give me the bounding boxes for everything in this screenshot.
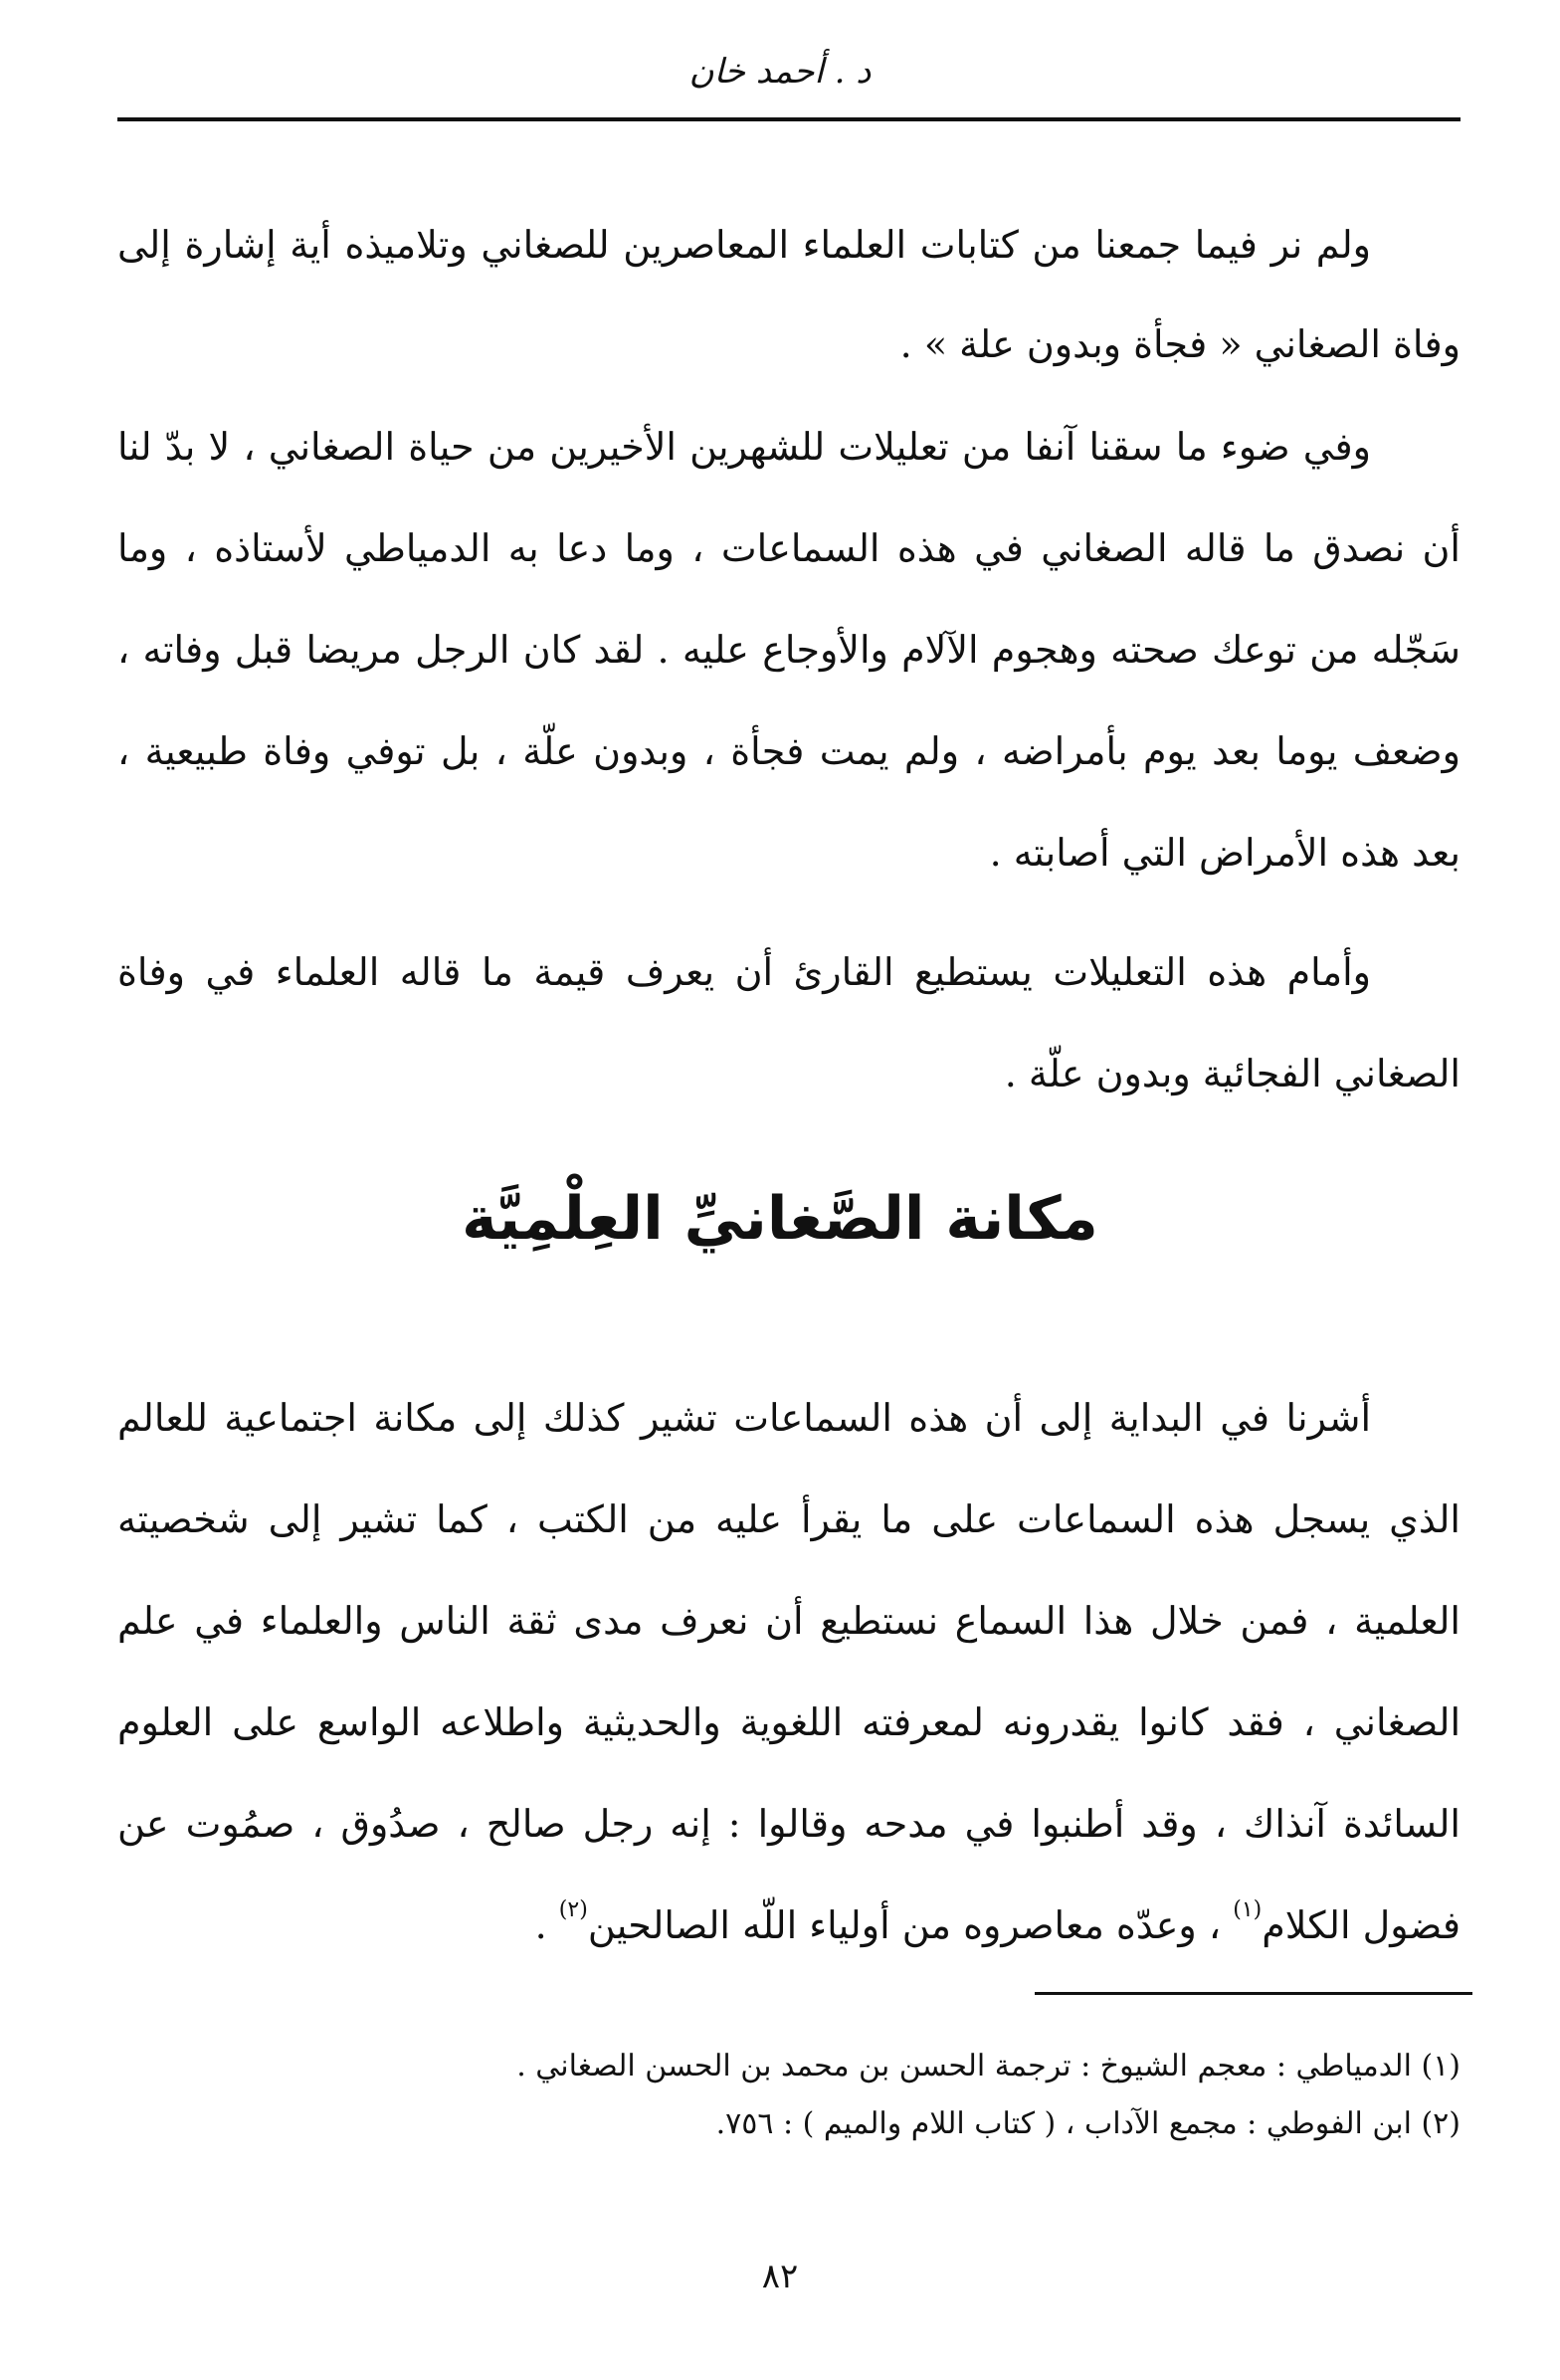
section-paragraph <box>117 1367 1461 1976</box>
paragraph-text: ولم نر فيما جمعنا من كتابات العلماء المعاصرين للصغاني وتلاميذه أية إشارة إلى وفاة الصغاني « فجأة وبدون علة » . <box>117 223 1461 366</box>
footnote-1: (١) الدمياطي : معجم الشيوخ : ترجمة الحسن بن محمد بن الحسن الصغاني . <box>516 2049 1461 2083</box>
footnote-2: (٢) ابن الفوطي : مجمع الآداب ، ( كتاب اللام والميم ) : ٧٥٦. <box>715 2106 1461 2141</box>
paragraph-1 <box>117 195 1461 394</box>
footnote-ref-1: (١) <box>1233 1897 1263 1922</box>
paragraph-2-block <box>117 396 1461 1124</box>
footnotes <box>117 2038 1461 2153</box>
section-text-end: . <box>534 1903 559 1947</box>
section-text-main: أشرنا في البداية إلى أن هذه السماعات تشير كذلك إلى مكانة اجتماعية للعالم الذي يسجل هذه السماعات على ما يقرأ عليه من الكتب ، كما تشير إلى شخصيته العلمية ، فمن خلال هذا السماع نستطيع أن نعرف مدى ثقة الناس والعلماء في علم الصغاني ، فقد كانوا يقدرونه لمعرفته اللغوية والحديثية واطلاعه الواسع على العلوم السائدة آنذاك ، وقد أطنبوا في مدحه وقالوا : إنه رجل صالح ، صدُوق ، صمُوت عن فضول الكلام <box>117 1396 1461 1947</box>
footnote-ref-2: (٢) <box>558 1897 588 1922</box>
paragraph-3: وأمام هذه التعليلات يستطيع القارئ أن يعرف قيمة ما قاله العلماء في وفاة الصغاني الفجائية وبدون علّة . <box>117 950 1461 1095</box>
running-head-author: د . أحمد خان <box>688 52 872 92</box>
header-divider <box>117 117 1461 121</box>
footnote-divider <box>1035 1992 1472 1995</box>
section-paragraph-text <box>117 1367 1461 1976</box>
paragraph-2: وفي ضوء ما سقنا آنفا من تعليلات للشهرين الأخيرين من حياة الصغاني ، لا بدّ لنا أن نصدق ما قاله الصغاني في هذه السماعات ، وما دعا به الدمياطي لأستاذه ، وما سَجّله من توعك صحته وهجوم الآلام والأوجاع عليه . لقد كان الرجل مريضا قبل وفاته ، وضعف يوما بعد يوم بأمراضه ، ولم يمت فجأة ، وبدون علّة ، بل توفي وفاة طبيعية ، بعد هذه الأمراض التي أصابته . <box>117 425 1461 875</box>
section-heading: مكانة الصَّغانيِّ العِلْمِيَّة <box>462 1184 1098 1254</box>
page-number: ٨٢ <box>761 2257 799 2296</box>
section-text-middle: ، وعدّه معاصروه من أولياء اللّه الصالحين <box>587 1903 1234 1947</box>
